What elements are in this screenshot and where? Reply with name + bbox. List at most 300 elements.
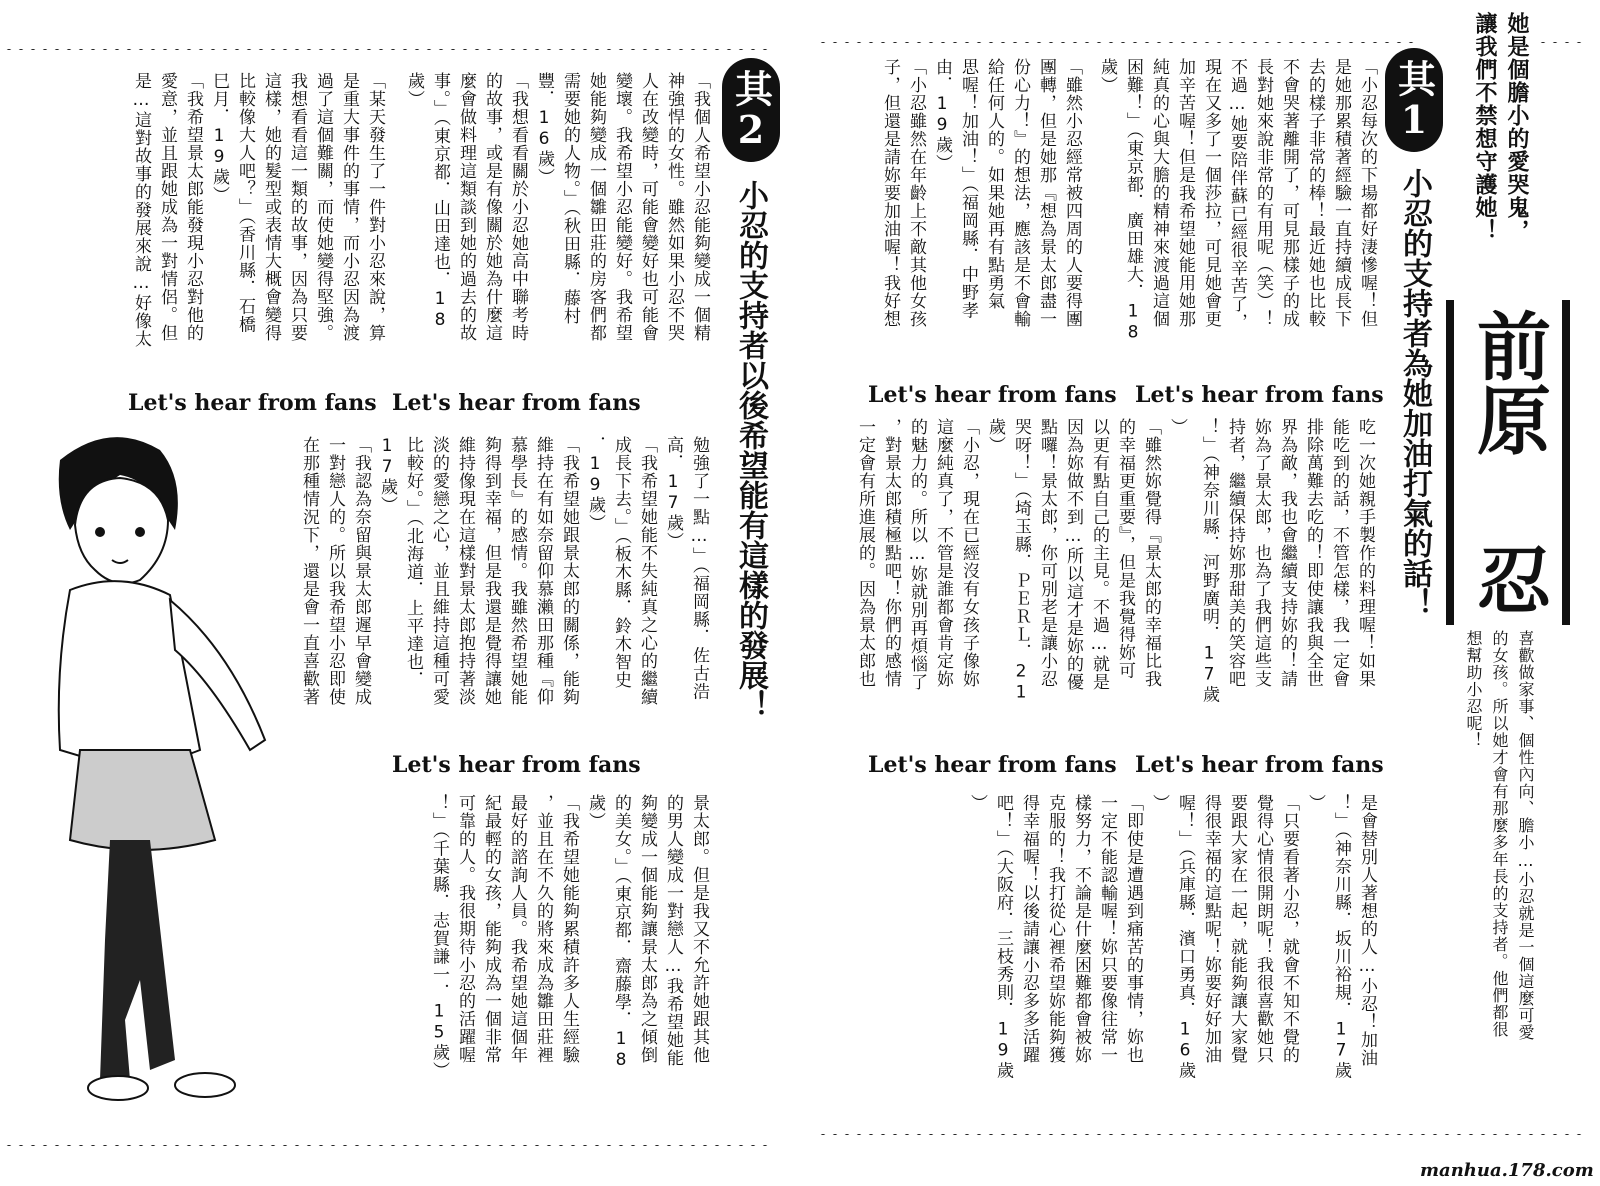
dot [892,42,898,43]
fans-label-l1b: Let's hear from fans [128,390,377,416]
dot [880,1134,886,1135]
text-line: 巳月．19歲） [209,72,229,204]
left-block-d [420,794,712,1110]
dot [1000,1134,1006,1135]
dot [952,42,958,43]
dot [6,49,12,50]
text-line: 的美女。」（東京都．齋藤學．18 [611,794,631,1071]
dot [1192,1134,1198,1135]
dot [162,49,168,50]
legs [100,840,175,1080]
dot [558,1145,564,1146]
text-line: 比較好。」（北海道．上平達也． [403,436,423,689]
section-1-badge: 其1 [1385,48,1443,152]
dot [868,1134,874,1135]
text-line: 能吃到的話，不管怎樣，我一定會 [1329,418,1349,688]
dot [1204,42,1210,43]
dot [270,1145,276,1146]
dot [1180,1134,1186,1135]
text-line: 覺得心情很開朗呢！我很喜歡她只 [1253,794,1273,1064]
dot [54,1145,60,1146]
dot [726,49,732,50]
dot [270,49,276,50]
dot [642,1145,648,1146]
dot [1024,42,1030,43]
text-line: 的男人變成一對戀人…我希望她能 [663,794,683,1067]
dot [558,49,564,50]
text-line: 是會替別人著想的人…小忍！加油 [1357,794,1377,1067]
text-line: 哭呀！」（埼玉縣．ＰＥＲＬ．21 [1011,418,1031,704]
character-illustration [0,420,300,1120]
dot [1372,42,1378,43]
dot [162,1145,168,1146]
dot [474,49,480,50]
dot [138,1145,144,1146]
left-block-b [120,72,388,388]
dot [1060,42,1066,43]
dot [702,49,708,50]
text-line: 「我希望景太郎能發現小忍對他的 [183,72,203,342]
dot [366,49,372,50]
dot [246,49,252,50]
dot [1144,1134,1150,1135]
dot [90,49,96,50]
dot [868,42,874,43]
section-1-title: 小忍的支持者為她加油打氣的話！ [1397,168,1432,618]
dot [42,49,48,50]
dot [462,1145,468,1146]
text-line: 麼會做料理這類談到她的過去的故 [456,72,476,342]
dot [498,49,504,50]
dot [318,49,324,50]
fans-label-r1b: Let's hear from fans [868,382,1117,408]
dot [78,1145,84,1146]
dot [964,42,970,43]
dot [880,42,886,43]
text-line: 愛意，並且跟她成為一對情侶。但 [157,72,177,342]
right-block-a [1090,58,1380,374]
dot [198,49,204,50]
dot [1132,42,1138,43]
text-line: 歲） [1097,58,1117,94]
dot [246,1145,252,1146]
dot [762,1145,768,1146]
dot [414,49,420,50]
text-line: ） [967,794,987,812]
dot [1264,42,1270,43]
dot [402,1145,408,1146]
top-corner-dotted-border [1540,33,1596,43]
dot [306,1145,312,1146]
dot [1228,42,1234,43]
text-line: ！」（神奈川縣．河野廣明．17歲 [1199,418,1219,704]
text-line: 慕學長』的感情。我雖然希望她能 [507,436,527,706]
skirt [70,750,215,850]
text-line: 變壞。我希望小忍能變好。我希望 [612,72,632,342]
text-line: 「雖然妳覺得『景太郎的幸福比我 [1141,418,1161,688]
dot [546,1145,552,1146]
dot [102,49,108,50]
text-line: 不會哭著離開了，可見那樣子的成 [1279,58,1299,328]
dot [1540,42,1546,43]
dot [1576,42,1582,43]
text-line: 的幸福更重要』，但是我覺得妳可 [1115,418,1135,680]
text-line: 最好的諮詢人員。我希望她這個年 [507,794,527,1064]
dot [1384,42,1390,43]
dot [738,1145,744,1146]
dot [714,1145,720,1146]
text-line: 維持像現在這樣對景太郎抱持著淡 [455,436,475,706]
dot [258,1145,264,1146]
dot [1372,1134,1378,1135]
top-left-dotted-border [6,40,782,50]
dot [594,1145,600,1146]
dot [414,1145,420,1146]
dot [738,49,744,50]
text-line: 以更有點自己的主見。不過…就是 [1089,418,1109,691]
dot [1564,1134,1570,1135]
dot [1528,1134,1534,1135]
text-line: 「我個人希望小忍能夠變成一個精 [690,72,710,342]
character-name-box [1446,300,1570,625]
text-line: 要跟大家在一起，就能夠讓大家覺 [1227,794,1247,1064]
text-line: 17歲） [377,436,397,514]
dot [30,1145,36,1146]
dot [486,1145,492,1146]
dot [988,1134,994,1135]
dot [1360,1134,1366,1135]
dot [1228,1134,1234,1135]
dot [18,1145,24,1146]
dot [666,1145,672,1146]
left-block-a [395,72,713,388]
text-line: 「只要看著小忍，就會不知不覺的 [1279,794,1299,1064]
dot [1048,1134,1054,1135]
dot [1408,42,1414,43]
dot [606,1145,612,1146]
dot [1516,1134,1522,1135]
dot [1168,1134,1174,1135]
dot [928,42,934,43]
dot [222,49,228,50]
text-line: 「小忍雖然在年齡上不敵其他女孩 [906,58,926,328]
dot [222,1145,228,1146]
dot [186,49,192,50]
text-line: 在那種情況下，還是會一直喜歡著 [299,436,319,706]
dot [1576,1134,1582,1135]
text-line: 景太郎。但是我又不允許她跟其他 [689,794,709,1064]
text-line: 長對她來說非常的有用呢（笑）！ [1253,58,1273,328]
dot [1444,1134,1450,1135]
text-line: 歲） [404,72,424,108]
dot [976,1134,982,1135]
text-line: 吃一次她親手製作的料理喔！如果 [1355,418,1375,688]
dot [904,1134,910,1135]
dot [654,1145,660,1146]
text-line: 她能夠變成一個雛田莊的房客們都 [586,72,606,342]
text-line: ！」（神奈川縣．坂川裕規．17歲 [1331,794,1351,1080]
dot [330,1145,336,1146]
dot [1072,42,1078,43]
dot [1240,1134,1246,1135]
dot [1204,1134,1210,1135]
dot [234,1145,240,1146]
dot [126,49,132,50]
dot [1432,1134,1438,1135]
dot [1348,1134,1354,1135]
dot [582,1145,588,1146]
dot [1096,42,1102,43]
dot [150,49,156,50]
text-line: 得幸福喔！以後請讓小忍多多活躍 [1019,794,1039,1064]
text-line: 去的樣子非常的棒！最近她也比較 [1305,58,1325,328]
dot [1324,42,1330,43]
dot [318,1145,324,1146]
dot [366,1145,372,1146]
dot [294,1145,300,1146]
dot [294,49,300,50]
text-line: 「雖然小忍經常被四周的人要得團 [1062,58,1082,328]
dot [1036,1134,1042,1135]
text-line: 樣努力，不論是什麼困難都會被妳 [1071,794,1091,1064]
text-line: 維持在有如奈留仰慕瀨田那種『仰 [533,436,553,706]
text-line: 「我希望她能不失純真之心的繼續 [637,436,657,706]
text-line: 這樣，她的髮型或表情大概會變得 [261,72,281,342]
dot [762,49,768,50]
dot [940,42,946,43]
section-2-title: 小忍的支持者以後希望能有這樣的發展！ [733,180,768,720]
dot [1180,42,1186,43]
dot [1096,1134,1102,1135]
slipper-right [175,1073,235,1097]
text-line: 喔！」（兵庫縣．濱口勇真．16歲 [1175,794,1195,1080]
dot [654,49,660,50]
dot [630,1145,636,1146]
fans-label-l2: Let's hear from fans [392,752,641,778]
text-line: 過了這個難關，而使她變得堅強。 [313,72,333,342]
dot [6,1145,12,1146]
dot [904,42,910,43]
text-line: 界為敵，我也會繼續支持妳的！請 [1277,418,1297,688]
dot [1120,1134,1126,1135]
dot [90,1145,96,1146]
text-line: 加辛苦喔！但是我希望她能用她那 [1175,58,1195,328]
dot [198,1145,204,1146]
dot [1036,42,1042,43]
dot [1288,42,1294,43]
text-line: 夠變成一個能夠讓景太郎為之傾倒 [637,794,657,1064]
dot [1024,1134,1030,1135]
dot [306,49,312,50]
dot [174,1145,180,1146]
dot [570,49,576,50]
text-line: 「某天發生了一件對小忍來說，算 [365,72,385,342]
text-line: ．19歲） [585,436,605,532]
text-line: 歲） [585,794,605,830]
text-line: 妳為了景太郎，也為了我們這些支 [1251,418,1271,688]
dot [186,1145,192,1146]
dot [1288,1134,1294,1135]
dot [1540,1134,1546,1135]
dot [18,49,24,50]
text-line: 這麼純真了，不管是誰都會肯定妳 [933,418,953,688]
text-line: 豐．16歲） [534,72,554,186]
dot [546,49,552,50]
dot [1348,42,1354,43]
dot [258,49,264,50]
dot [1216,42,1222,43]
dot [750,1145,756,1146]
text-line: 是她那累積著經驗一直持續成長下 [1331,58,1351,328]
dot [342,49,348,50]
dot [856,42,862,43]
text-line: 點囉！景太郎，你可別老是讓小忍 [1037,418,1057,688]
text-line: ，對景太郎積極點吧！你們的感情 [881,418,901,688]
dot [1492,1134,1498,1135]
slipper-left [88,1076,148,1100]
dot [1336,1134,1342,1135]
dot [1072,1134,1078,1135]
dot [174,49,180,50]
dot [114,1145,120,1146]
dot [1264,1134,1270,1135]
text-line: 給任何人的。如果她再有點勇氣 [984,58,1004,310]
section-2-badge: 其2 [722,58,780,162]
right-block-d [855,418,1190,734]
dot [1012,42,1018,43]
text-line: 排除萬難去吃的！即使讓我與全世 [1303,418,1323,688]
text-line: 「小忍每次的下場都好淒慘喔！但 [1357,58,1377,328]
text-line: 是重大事件的事情，而小忍因為渡 [339,72,359,342]
dot [892,1134,898,1135]
text-line: 夠得到幸福，但是我還是覺得讓她 [481,436,501,706]
dot [690,1145,696,1146]
text-line: 想幫助小忍呢！ [1464,630,1483,749]
dot [1084,1134,1090,1135]
dot [844,42,850,43]
dot [138,49,144,50]
dot [150,1145,156,1146]
dot [1384,1134,1390,1135]
dot [282,1145,288,1146]
text-line: 人在改變時，可能會變好也可能會 [638,72,658,342]
fans-label-l1a: Let's hear from fans [392,390,641,416]
text-line: ，並且在不久的將來成為雛田莊裡 [533,794,553,1064]
text-line: 比較像大人吧？」（香川縣．石橋 [235,72,255,334]
dot [1300,1134,1306,1135]
text-line: 我想看看這一類的故事，因為只要 [287,72,307,342]
dot [820,1134,826,1135]
dot [402,49,408,50]
dot [570,1145,576,1146]
dot [450,49,456,50]
dot [210,49,216,50]
dot [1108,1134,1114,1135]
dot [54,49,60,50]
text-line: 一定會有所進展的。因為景太郎也 [855,418,875,688]
text-line: 由．19歲） [932,58,952,172]
text-line: 得很幸福的這點呢！妳要好好加油 [1201,794,1221,1064]
text-line: 可靠的人。我很期待小忍的活躍喔 [455,794,475,1064]
dot [342,1145,348,1146]
text-line: 一對戀人的。所以我希望小忍即使 [325,436,345,706]
dot [1108,42,1114,43]
dot [1060,1134,1066,1135]
dot [534,49,540,50]
dot [510,49,516,50]
dot [1564,42,1570,43]
dot [438,49,444,50]
dot [390,1145,396,1146]
text-line: 「我希望她跟景太郎的關係，能夠 [559,436,579,706]
dot [1504,1134,1510,1135]
dot [462,49,468,50]
dot [618,1145,624,1146]
dot [1468,1134,1474,1135]
dot [30,49,36,50]
text-line: 純真的心與大膽的精神來渡過這個 [1149,58,1169,328]
dot [1552,1134,1558,1135]
dot [474,1145,480,1146]
dot [964,1134,970,1135]
dot [1276,1134,1282,1135]
dot [1168,42,1174,43]
dot [832,42,838,43]
dot [1324,1134,1330,1135]
dot [678,49,684,50]
text-line: 事。」（東京都．山田達也．18 [430,72,450,331]
dot [916,42,922,43]
dot [1312,1134,1318,1135]
dot [378,49,384,50]
text-line: 「我認為奈留與景太郎遲早會變成 [351,436,371,706]
dot [450,1145,456,1146]
dot [1312,42,1318,43]
watermark: manhua.178.com [1420,1160,1594,1181]
dot [1276,42,1282,43]
dot [330,49,336,50]
dot [1456,1134,1462,1135]
right-block-e [960,794,1380,1110]
character-name: 前原 忍 [1465,308,1551,616]
text-line: 紀最輕的女孩，能夠成為一個非常 [481,794,501,1064]
dot [102,1145,108,1146]
dot [750,49,756,50]
dot [642,49,648,50]
dot [486,49,492,50]
dot [534,1145,540,1146]
text-line: ） [1305,794,1325,812]
dot [820,42,826,43]
dot [832,1134,838,1135]
dot [1084,42,1090,43]
text-line: 的故事，或是有像關於她為什麼這 [482,72,502,342]
text-line: 子，但還是請妳要加油喔！我好想 [880,58,900,328]
dot [702,1145,708,1146]
text-line: 現在又多了一個莎拉，可見她會更 [1201,58,1221,328]
dot [928,1134,934,1135]
fans-label-r1a: Let's hear from fans [1135,382,1384,408]
fans-label-r2a: Let's hear from fans [1135,752,1384,778]
text-line: 一定不能認輸喔！妳只要像往常一 [1097,794,1117,1064]
text-line: 需要她的人物。」（秋田縣．藤村 [560,72,580,325]
dot [1408,1134,1414,1135]
text-line: 歲） [985,418,1005,454]
dot [42,1145,48,1146]
text-line: 困難！」（東京都．廣田雄大．18 [1123,58,1143,344]
dot [1396,1134,1402,1135]
dot [714,49,720,50]
